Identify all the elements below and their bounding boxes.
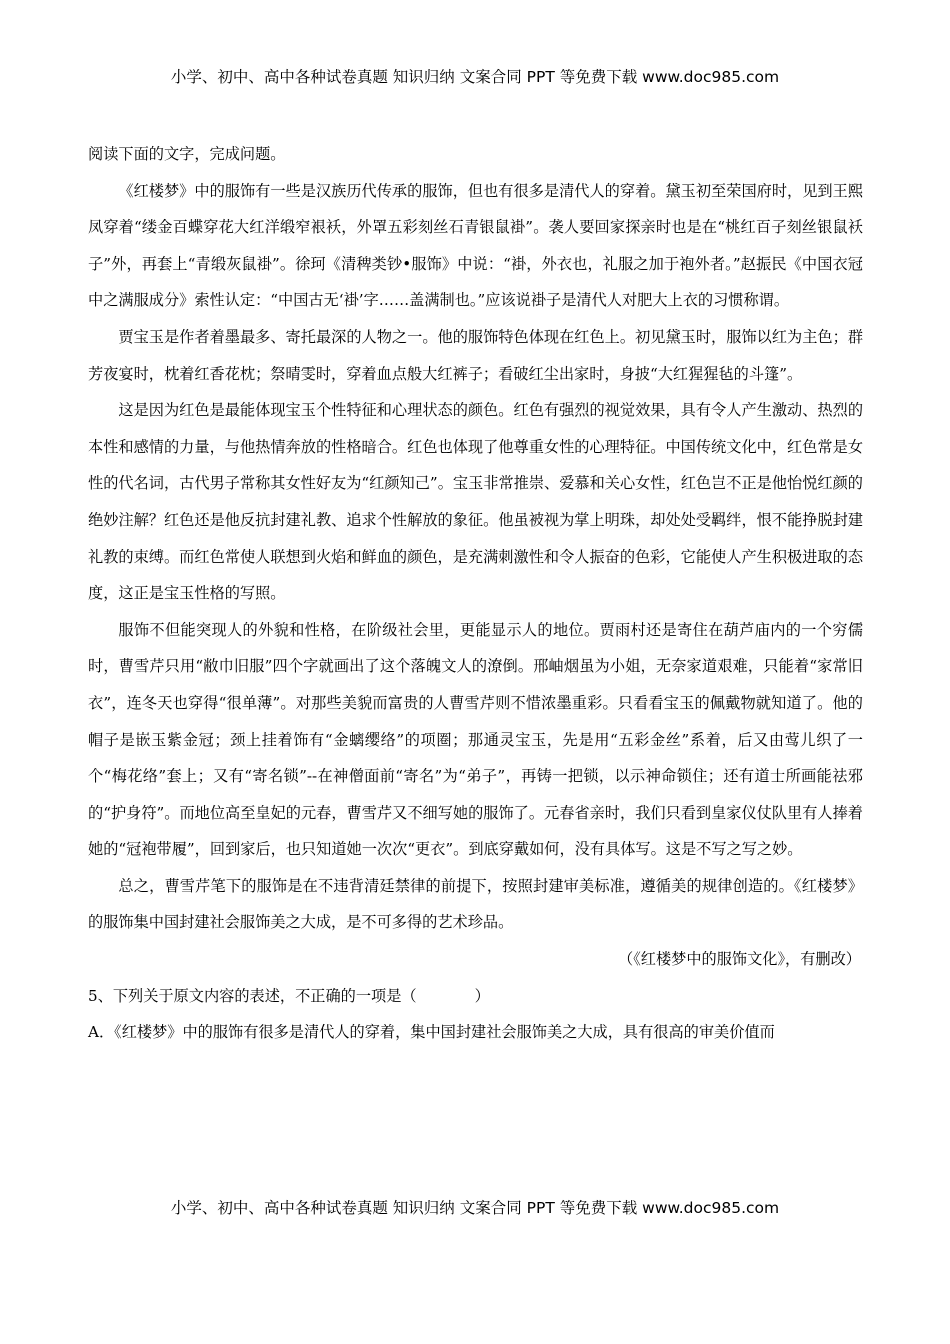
question-stem-text: 5、下列关于原文内容的表述，不正确的一项是（ — [88, 986, 417, 1005]
question-stem-close: ） — [474, 986, 490, 1005]
document-body — [88, 136, 863, 1051]
paragraph-5: 总之，曹雪芹笔下的服饰是在不违背清廷禁律的前提下，按照封建审美标准，遵循美的规律创造的。《红楼梦》的服饰集中国封建社会服饰美之大成，是不可多得的艺术珍品。 — [88, 876, 863, 932]
option-a: A．《红楼梦》中的服饰有很多是清代人的穿着，集中国封建社会服饰美之大成，具有很高的审美价值而 — [88, 1023, 775, 1042]
paragraph-3: 这是因为红色是最能体现宝玉个性特征和心理状态的颜色。红色有强烈的视觉效果，具有令人产生激动、热烈的本性和感情的力量，与他热情奔放的性格暗合。红色也体现了他尊重女性的心理特征。中国传统文化中，红色常是女性的代名词，古代男子常称其女性好友为“红颜知己”。宝玉非常推崇、爱慕和关心女性，红色岂不正是他怡悦红颜的绝妙注解？红色还是他反抗封建礼教、追求个性解放的象征。他虽被视为掌上明珠，却处处受羁绊，恨不能挣脱封建礼教的束缚。而红色常使人联想到火焰和鲜血的颜色，是充满刺激性和令人振奋的色彩，它能使人产生积极进取的态度，这正是宝玉性格的写照。 — [88, 401, 863, 603]
page-footer: 小学、初中、高中各种试卷真题 知识归纳 文案合同 PPT 等免费下载 www.doc985.com — [170, 1199, 780, 1217]
source-citation: （《红楼梦中的服饰文化》，有删改） — [618, 950, 861, 969]
paragraph-4: 服饰不但能突现人的外貌和性格，在阶级社会里，更能显示人的地位。贾雨村还是寄住在葫芦庙内的一个穷儒时，曹雪芹只用“敝巾旧服”四个字就画出了这个落魄文人的潦倒。邢岫烟虽为小姐，无奈家道艰难，只能着“家常旧衣”，连冬天也穿得“很单薄”。对那些美貌而富贵的人曹雪芹则不惜浓墨重彩。只看看宝玉的佩戴物就知道了。他的帽子是嵌玉紫金冠；颈上挂着饰有“金螭缨络”的项圈；那通灵宝玉，先是用“五彩金丝”系着，后又由莺儿织了一个“梅花络”套上；又有“寄名锁”--在神僧面前“寄名”为“弟子”，再铸一把锁，以示神命锁住；还有道士所画能祛邪的“护身符”。而地位高至皇妃的元春，曹雪芹又不细写她的服饰了。元春省亲时，我们只看到皇家仪仗队里有人捧着她的“冠袍带履”，回到家后，也只知道她一次次“更衣”。到底穿戴如何，没有具体写。这是不写之写之妙。 — [88, 620, 863, 859]
instruction: 阅读下面的文字，完成问题。 — [88, 145, 286, 163]
question-stem — [88, 978, 863, 1015]
paragraph-2: 贾宝玉是作者着墨最多、寄托最深的人物之一。他的服饰特色体现在红色上。初见黛玉时，服饰以红为主色；群芳夜宴时，枕着红香花枕；祭晴雯时，穿着血点般大红裤子；看破红尘出家时，身披“大红猩猩毡的斗篷”。 — [88, 327, 863, 383]
page-header: 小学、初中、高中各种试卷真题 知识归纳 文案合同 PPT 等免费下载 www.doc985.com — [170, 68, 780, 86]
paragraph-1: 《红楼梦》中的服饰有一些是汉族历代传承的服饰，但也有很多是清代人的穿着。黛玉初至荣国府时，见到王熙凤穿着“缕金百蝶穿花大红洋缎窄裉袄，外罩五彩刻丝石青银鼠褂”。袭人要回家探亲时也是在“桃红百子刻丝银鼠袄子”外，再套上“青缎灰鼠褂”。徐珂《清稗类钞•服饰》中说：“褂，外衣也，礼服之加于袍外者。”赵振民《中国衣冠中之满服成分》索性认定：“中国古无‘褂’字……盖满制也。”应该说褂子是清代人对肥大上衣的习惯称谓。 — [88, 181, 863, 310]
